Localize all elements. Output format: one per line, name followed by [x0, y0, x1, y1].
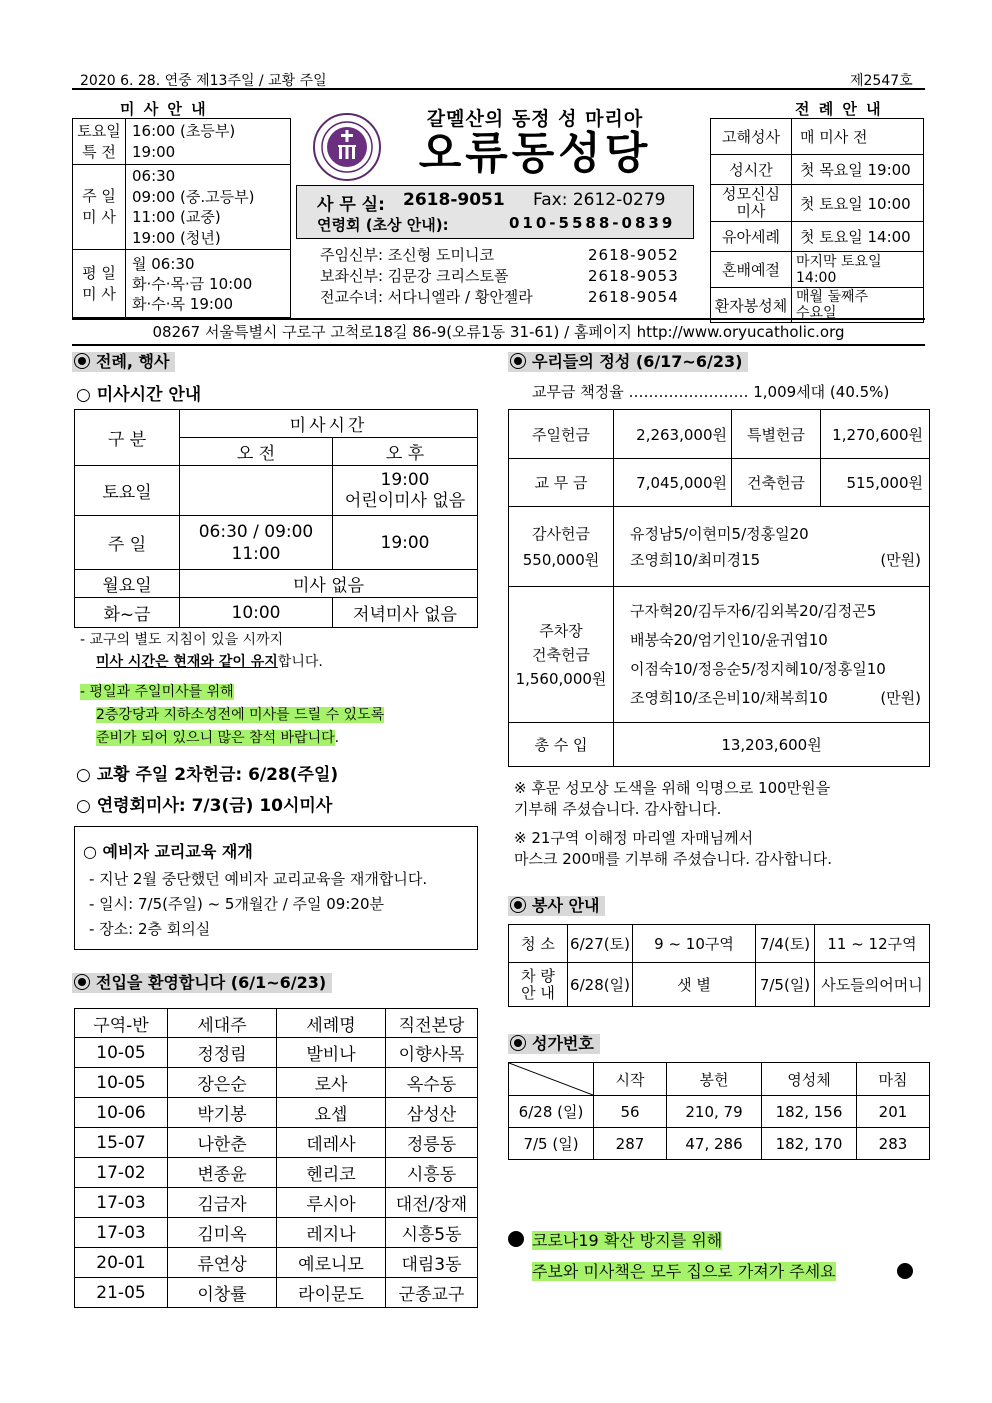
welcome-cell: 박기봉 — [168, 1098, 277, 1128]
note-line: - 교구의 별도 지침이 있을 시까지 — [80, 632, 284, 648]
note-highlight: 2층강당과 지하소성전에 미사를 드릴 수 있도록 — [96, 707, 385, 723]
staff-role: 주임신부: 조신형 도미니코 — [320, 246, 494, 264]
offering-note: ※ 후문 성모상 도색을 위해 익명으로 100만원을 기부해 주셨습니다. 감사합니다. — [514, 779, 831, 818]
service-team: 11 ~ 12구역 — [815, 925, 930, 963]
total-value: 13,203,600원 — [614, 723, 930, 767]
table-row — [75, 1278, 478, 1308]
welcome-cell: 이창률 — [168, 1278, 277, 1308]
welcome-cell: 김미옥 — [168, 1218, 277, 1248]
hymn-number: 47, 286 — [667, 1128, 762, 1160]
liturgy-value: 마지막 토요일 14:00 — [792, 252, 924, 288]
welcome-cell: 15-07 — [75, 1128, 168, 1158]
total-label: 총 수 입 — [509, 723, 614, 767]
unit-label: (만원) — [880, 688, 921, 707]
bullet-icon — [508, 1231, 524, 1247]
thanks-donors: 조영희10/최미경15 — [630, 550, 761, 569]
welcome-cell: 정정림 — [168, 1038, 277, 1068]
mass-time-heading: ○ 미사시간 안내 — [76, 385, 202, 405]
section-welcome — [72, 973, 332, 993]
parking-label: 주차장 건축헌금 1,560,000원 — [509, 587, 614, 723]
section-label: 우리들의 정성 (6/17~6/23) — [532, 352, 743, 371]
mass-time: 화·수·목·금 10:00 — [132, 274, 253, 293]
liturgy-label: 성모신심 미사 — [711, 185, 792, 222]
catechism-line: - 일시: 7/5(주일) ~ 5개월간 / 주일 09:20분 — [89, 895, 384, 913]
liturgy-value: 첫 토요일 14:00 — [792, 222, 924, 252]
welcome-cell: 이향사목 — [386, 1038, 478, 1068]
staff-phone: 2618-9052 — [588, 246, 679, 264]
am-time — [180, 466, 333, 516]
liturgy-label: 성시간 — [711, 155, 792, 185]
liturgy-value: 첫 토요일 10:00 — [792, 185, 924, 222]
group-header: 미사시간 — [180, 410, 478, 438]
mass-note-2 — [80, 681, 384, 750]
address: 08267 서울특별시 구로구 고척로18길 86-9(오류1동 31-61) / 홈페이지 http://www.oryucatholic.org — [152, 323, 845, 341]
service-team: 9 ~ 10구역 — [633, 925, 756, 963]
mass-guide-label: 토요일 특 전 — [73, 119, 126, 165]
offering-label: 주일헌금 — [509, 410, 614, 459]
staff-phones — [588, 245, 679, 308]
section-liturgy-events — [72, 352, 175, 372]
pm-time: 저녁미사 없음 — [333, 598, 478, 628]
note-highlight: - 평일과 주일미사를 위해 — [80, 684, 234, 700]
hymn-number: 210, 79 — [667, 1096, 762, 1128]
section-offerings — [508, 352, 748, 372]
hymn-number: 182, 170 — [762, 1128, 857, 1160]
senior-label: 연령회 (초상 안내): — [317, 216, 449, 234]
welcome-cell: 20-01 — [75, 1248, 168, 1278]
hymn-number: 56 — [594, 1096, 667, 1128]
table-row — [75, 1038, 478, 1068]
service-team: 사도들의어머니 — [815, 963, 930, 1007]
offering-value: 2,263,000원 — [614, 410, 732, 459]
day-label: 월요일 — [75, 570, 180, 598]
table-row — [75, 1158, 478, 1188]
hymn-number: 287 — [594, 1128, 667, 1160]
mass-time-table — [74, 409, 478, 628]
hymn-number: 201 — [857, 1096, 930, 1128]
hymn-header: 시작 — [594, 1063, 667, 1096]
offering-rate: 교무금 책정율 …………………… 1,009세대 (40.5%) — [532, 383, 890, 401]
liturgy-guide-table — [710, 118, 924, 323]
parking-donors: 조영희10/조은비10/채복희10 — [630, 688, 828, 707]
welcome-cell: 삼성산 — [386, 1098, 478, 1128]
table-row — [75, 1098, 478, 1128]
staff-role: 전교수녀: 서다니엘라 / 황안젤라 — [320, 288, 533, 306]
liturgy-value: 첫 목요일 19:00 — [792, 155, 924, 185]
welcome-cell: 대림3동 — [386, 1248, 478, 1278]
hymn-header: 봉헌 — [667, 1063, 762, 1096]
table-row — [75, 1248, 478, 1278]
note-line: 합니다. — [277, 654, 323, 670]
welcome-cell: 나한춘 — [168, 1128, 277, 1158]
liturgy-guide-title: 전 례 안 내 — [795, 100, 883, 118]
thanks-donors: 유정남5/이현미5/정홍일20 — [630, 524, 809, 543]
note-emphasis: 미사 시간은 현재와 같이 유지 — [96, 654, 278, 670]
table-row — [75, 1068, 478, 1098]
welcome-cell: 데레사 — [277, 1128, 386, 1158]
welcome-cell: 예로니모 — [277, 1248, 386, 1278]
mass-guide-label: 평 일 미 사 — [73, 250, 126, 318]
church-name: 오류동성당 — [418, 128, 652, 179]
welcome-cell: 10-05 — [75, 1068, 168, 1098]
office-phone: 2618-9051 — [403, 190, 505, 210]
mass-guide-label: 주 일 미 사 — [73, 165, 126, 250]
welcome-cell: 10-05 — [75, 1038, 168, 1068]
mass-time: 09:00 (중.고등부) — [132, 187, 255, 206]
offering-value: 515,000원 — [821, 459, 930, 507]
welcome-cell: 시흥5동 — [386, 1218, 478, 1248]
service-table — [508, 924, 930, 1007]
mass-time: 06:30 — [132, 167, 176, 185]
pm-time: 19:00 — [333, 516, 478, 570]
hymn-number: 182, 156 — [762, 1096, 857, 1128]
hymn-header: 영성체 — [762, 1063, 857, 1096]
date-line: 2020 6. 28. 연중 제13주일 / 교황 주일 — [80, 73, 327, 89]
unit-label: (만원) — [880, 550, 921, 569]
offering-value: 1,270,600원 — [821, 410, 930, 459]
section-label: 전입을 환영합니다 (6/1~6/23) — [96, 973, 327, 992]
welcome-cell: 10-06 — [75, 1098, 168, 1128]
covid-notice-text: 주보와 미사책은 모두 집으로 가져가 주세요 — [532, 1262, 836, 1281]
service-label: 청 소 — [509, 925, 568, 963]
bullet-icon — [510, 897, 526, 913]
office-label: 사 무 실: — [317, 195, 385, 215]
service-date: 7/5(일) — [756, 963, 815, 1007]
church-subtitle: 갈멜산의 동정 성 마리아 — [426, 108, 644, 130]
mass-time: 11:00 (교중) — [132, 208, 221, 226]
welcome-cell: 레지나 — [277, 1218, 386, 1248]
staff-phone: 2618-9054 — [588, 288, 679, 306]
liturgy-label: 환자봉성체 — [711, 288, 792, 323]
senior-phone: 010-5588-0839 — [509, 214, 676, 232]
table-row — [75, 1218, 478, 1248]
diagonal-line-icon — [509, 1063, 593, 1095]
bullet-icon — [897, 1263, 913, 1279]
covid-notice-line-2 — [532, 1259, 836, 1282]
welcome-cell: 옥수동 — [386, 1068, 478, 1098]
section-hymns — [508, 1034, 600, 1054]
welcome-cell: 대전/장재 — [386, 1188, 478, 1218]
section-label: 봉사 안내 — [532, 896, 600, 915]
liturgy-value: 매 미사 전 — [792, 119, 924, 155]
hymn-number: 283 — [857, 1128, 930, 1160]
staff-list — [320, 245, 533, 308]
service-date: 6/27(토) — [568, 925, 633, 963]
welcome-header: 세례명 — [277, 1009, 386, 1038]
day-label: 화~금 — [75, 598, 180, 628]
note-highlight: 준비가 되어 있으니 많은 참석 바랍니다 — [96, 730, 335, 746]
liturgy-label: 고해성사 — [711, 119, 792, 155]
day-label: 토요일 — [75, 466, 180, 516]
welcome-cell: 헨리코 — [277, 1158, 386, 1188]
covid-notice-line-1 — [532, 1228, 722, 1251]
merged-time: 미사 없음 — [180, 570, 478, 598]
welcome-cell: 류연상 — [168, 1248, 277, 1278]
catechism-line: - 지난 2월 중단했던 예비자 교리교육을 재개합니다. — [89, 870, 428, 888]
thanks-label: 감사헌금 550,000원 — [509, 507, 614, 587]
header-rule — [72, 88, 925, 90]
welcome-cell: 17-02 — [75, 1158, 168, 1188]
staff-phone: 2618-9053 — [588, 267, 679, 285]
section-label: 성가번호 — [532, 1034, 594, 1053]
covid-notice-text: 코로나19 확산 방지를 위해 — [532, 1231, 723, 1250]
hymn-date: 7/5 (일) — [509, 1128, 594, 1160]
address-rule — [72, 318, 925, 320]
address-rule-bottom — [72, 344, 925, 346]
liturgy-value: 매월 둘째주 수요일 — [792, 288, 924, 323]
day-label: 주 일 — [75, 516, 180, 570]
col-label: 구 분 — [75, 410, 180, 466]
welcome-cell: 로사 — [277, 1068, 386, 1098]
welcome-cell: 변종윤 — [168, 1158, 277, 1188]
welcome-cell: 17-03 — [75, 1218, 168, 1248]
welcome-table — [74, 1008, 478, 1308]
catechism-line: - 장소: 2층 회의실 — [89, 920, 211, 938]
church-logo-icon — [312, 112, 382, 182]
mass-time: 19:00 — [132, 142, 176, 161]
welcome-header: 구역-반 — [75, 1009, 168, 1038]
announcement: ○ 연령회미사: 7/3(금) 10시미사 — [76, 796, 333, 816]
section-service — [508, 896, 605, 916]
welcome-cell: 정릉동 — [386, 1128, 478, 1158]
offering-value: 7,045,000원 — [614, 459, 732, 507]
catechism-box — [74, 826, 478, 950]
offering-table — [508, 409, 930, 767]
bullet-icon — [74, 974, 90, 990]
table-row — [75, 1188, 478, 1218]
welcome-cell: 시흥동 — [386, 1158, 478, 1188]
office-box — [296, 185, 694, 239]
offering-label: 교 무 금 — [509, 459, 614, 507]
service-team: 샛 별 — [633, 963, 756, 1007]
mass-time: 19:00 (청년) — [132, 228, 221, 247]
catechism-title: ○ 예비자 교리교육 재개 — [83, 842, 253, 861]
welcome-cell: 군종교구 — [386, 1278, 478, 1308]
mass-time: 화·수·목 19:00 — [132, 294, 234, 313]
mass-time: 16:00 (초등부) — [132, 121, 236, 140]
welcome-cell: 17-03 — [75, 1188, 168, 1218]
liturgy-label: 유아세례 — [711, 222, 792, 252]
liturgy-label: 혼배예절 — [711, 252, 792, 288]
welcome-header: 세대주 — [168, 1009, 277, 1038]
parking-donors: 배봉숙20/엄기인10/윤귀엽10 — [630, 630, 828, 649]
parking-donors: 이점숙10/정응순5/정지혜10/정홍일10 — [630, 659, 886, 678]
section-label: 전례, 행사 — [96, 352, 170, 371]
note-line: . — [334, 730, 340, 746]
offering-note: ※ 21구역 이해정 마리엘 자매님께서 마스크 200매를 기부해 주셨습니다. 감사합니다. — [514, 829, 833, 868]
am-header: 오 전 — [180, 438, 333, 466]
parking-donors: 구자혁20/김두자6/김외복20/김정곤5 — [630, 601, 877, 620]
fax-number: Fax: 2612-0279 — [533, 190, 666, 210]
am-time: 06:30 / 09:00 11:00 — [180, 516, 333, 570]
service-date: 6/28(일) — [568, 963, 633, 1007]
mass-note-1 — [80, 629, 323, 673]
welcome-cell: 김금자 — [168, 1188, 277, 1218]
mass-guide-table — [72, 118, 291, 318]
service-date: 7/4(토) — [756, 925, 815, 963]
mass-time: 월 06:30 — [132, 254, 195, 273]
welcome-cell: 요셉 — [277, 1098, 386, 1128]
staff-role: 보좌신부: 김문강 크리스토폴 — [320, 267, 509, 285]
table-row — [75, 1128, 478, 1158]
bullet-icon — [74, 353, 90, 369]
pm-header: 오 후 — [333, 438, 478, 466]
hymn-corner — [509, 1063, 594, 1096]
hymn-table — [508, 1062, 930, 1160]
welcome-header: 직전본당 — [386, 1009, 478, 1038]
welcome-cell: 발비나 — [277, 1038, 386, 1068]
welcome-cell: 장은순 — [168, 1068, 277, 1098]
am-time: 10:00 — [180, 598, 333, 628]
offering-label: 특별헌금 — [732, 410, 821, 459]
pm-time: 19:00 어린이미사 없음 — [333, 466, 478, 516]
welcome-cell: 라이문도 — [277, 1278, 386, 1308]
hymn-header: 마침 — [857, 1063, 930, 1096]
issue-number: 제2547호 — [850, 73, 913, 89]
mass-guide-title: 미 사 안 내 — [120, 100, 208, 118]
offering-label: 건축헌금 — [732, 459, 821, 507]
hymn-date: 6/28 (일) — [509, 1096, 594, 1128]
bullet-icon — [510, 353, 526, 369]
welcome-cell: 21-05 — [75, 1278, 168, 1308]
service-label: 차 량 안 내 — [509, 963, 568, 1007]
welcome-cell: 루시아 — [277, 1188, 386, 1218]
bullet-icon — [510, 1035, 526, 1051]
announcement: ○ 교황 주일 2차헌금: 6/28(주일) — [76, 765, 339, 785]
